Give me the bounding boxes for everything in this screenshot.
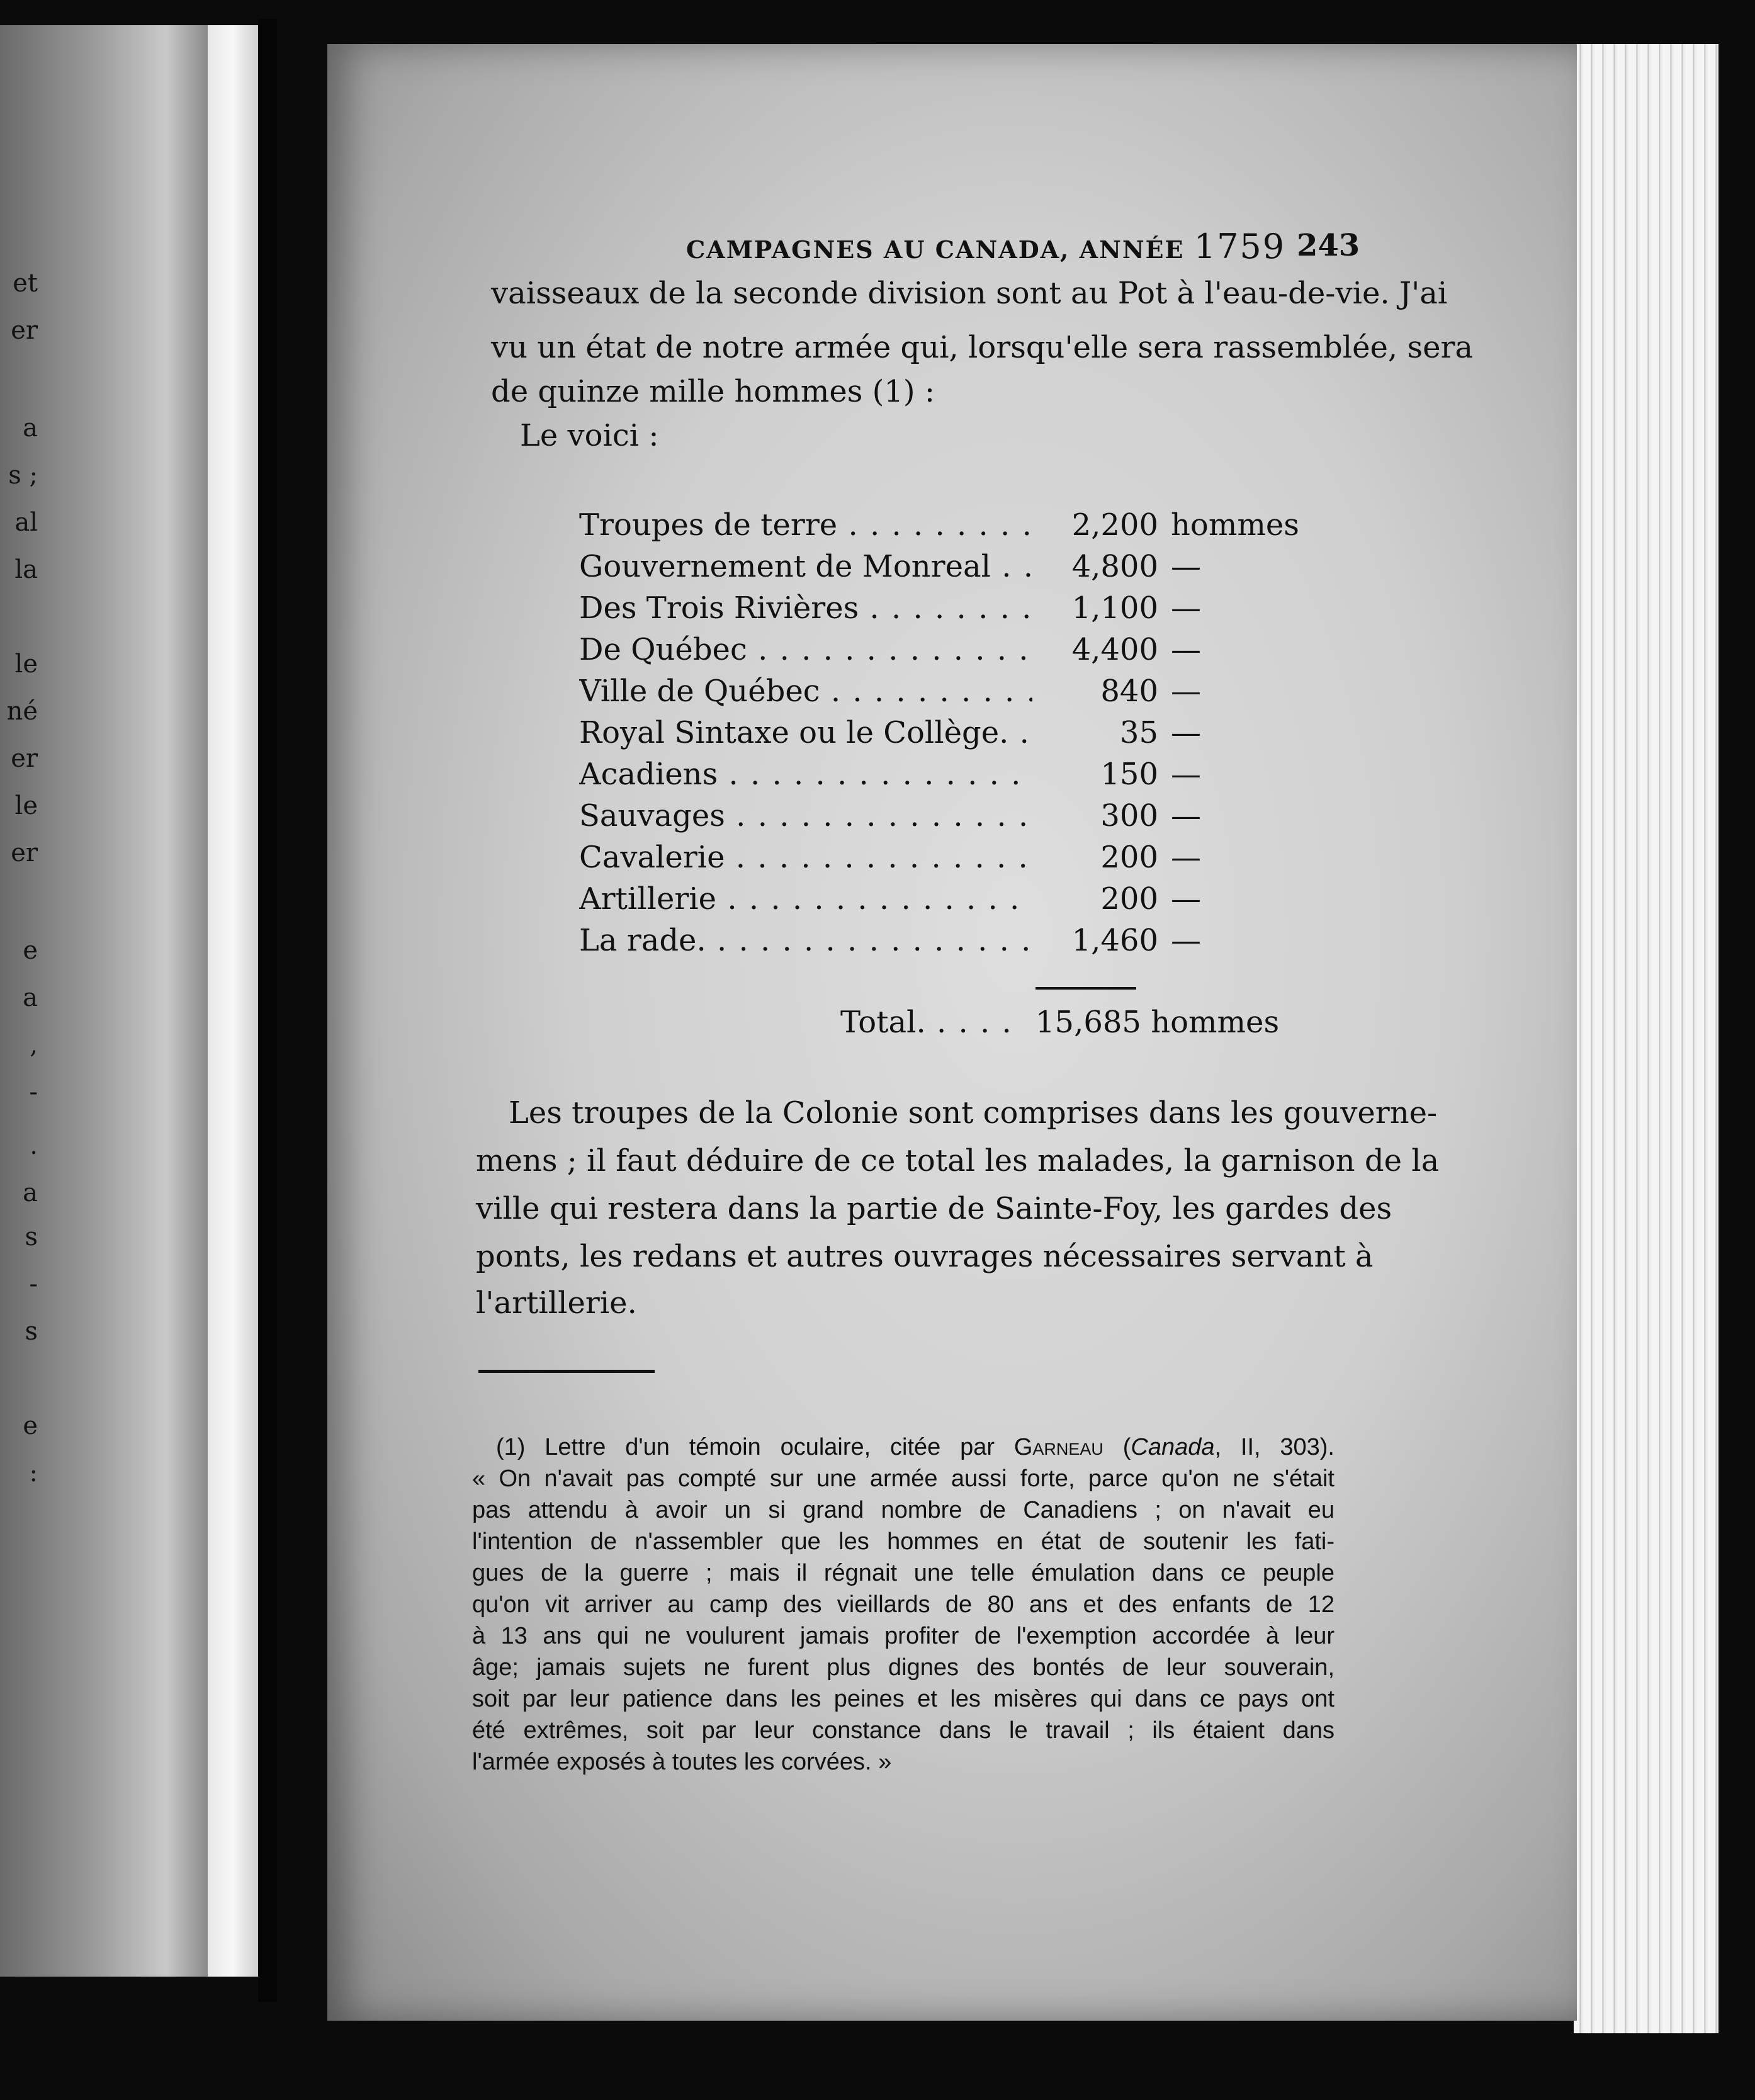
running-head-text: CAMPAGNES AU CANADA, ANNÉE <box>686 235 1185 264</box>
running-head-year: 1759 <box>1194 227 1286 266</box>
facing-fragment: s ; <box>8 461 38 490</box>
table-row <box>579 840 1259 878</box>
row-value: 4,800 <box>1071 549 1158 584</box>
paragraph-line: mens ; il faut déduire de ce total les malades, la garnison de la <box>476 1143 1440 1178</box>
facing-fragment: e <box>23 1411 38 1440</box>
footnote-line: âge; jamais sujets ne furent plus dignes des bontés de leur souverain, <box>472 1654 1335 1681</box>
total-rule <box>1036 987 1136 990</box>
table-row <box>579 757 1259 794</box>
row-unit: hommes <box>1171 507 1299 543</box>
page-number: 243 <box>1297 228 1360 263</box>
row-label: Ville de Québec . . . <box>579 674 1032 709</box>
total-value: 15,685 hommes <box>1036 1005 1280 1040</box>
facing-fragment: : <box>29 1459 38 1488</box>
footnote-line: l'armée exposés à toutes les corvées. » <box>472 1749 892 1775</box>
table-row <box>579 881 1259 919</box>
paragraph-line: ville qui restera dans la partie de Sainte-Foy, les gardes des <box>476 1191 1392 1226</box>
row-label: Gouvernement de Monreal . . . <box>579 549 1032 584</box>
intro-line: vaisseaux de la seconde division sont au Pot à l'eau-de-vie. J'ai <box>491 276 1448 311</box>
row-value: 300 <box>1100 798 1158 833</box>
row-unit: — <box>1171 549 1201 584</box>
row-label: Cavalerie . . . <box>579 840 1032 875</box>
facing-fragment: er <box>11 744 38 773</box>
row-unit: — <box>1171 590 1201 626</box>
facing-fragment: le <box>14 791 38 820</box>
row-label: Royal Sintaxe ou le Collège. . . . <box>579 715 1032 750</box>
footnote-line: soit par leur patience dans les peines et les misères qui dans ce pays ont <box>472 1686 1335 1712</box>
page-stack-edges <box>1574 44 1718 2033</box>
footnote-source: Canada <box>1131 1434 1215 1460</box>
facing-fragment: al <box>14 508 38 537</box>
row-unit: — <box>1171 632 1201 667</box>
book-gutter <box>258 19 277 2002</box>
footnote-author: Garneau <box>1013 1434 1103 1460</box>
row-label: La rade. . . . <box>579 923 1032 958</box>
facing-fragment: a <box>23 983 38 1012</box>
facing-fragment: er <box>11 838 38 867</box>
row-unit: — <box>1171 798 1201 833</box>
row-label: Acadiens . . . <box>579 757 1032 792</box>
facing-fragment: - <box>29 1270 38 1299</box>
facing-fragment: la <box>14 555 38 584</box>
footnote-line: gues de la guerre ; mais il régnait une telle émulation dans ce peuple <box>472 1560 1335 1586</box>
facing-fragment: s <box>25 1222 38 1251</box>
footnote-line: « On n'avait pas compté sur une armée aussi forte, parce qu'on ne s'était <box>472 1465 1335 1492</box>
footnote-line: qu'on vit arriver au camp des vieillards de 80 ans et des enfants de 12 <box>472 1591 1335 1618</box>
intro-line: vu un état de notre armée qui, lorsqu'elle sera rassemblée, sera <box>491 330 1474 365</box>
facing-fragment: a <box>23 414 38 443</box>
row-unit: — <box>1171 674 1201 709</box>
facing-fragment: s <box>25 1317 38 1346</box>
row-unit: — <box>1171 923 1201 958</box>
footnote-line: à 13 ans qui ne voulurent jamais profiter de l'exemption accordée à leur <box>472 1623 1335 1649</box>
row-value: 840 <box>1100 674 1158 709</box>
facing-fragment: né <box>6 697 38 726</box>
table-row <box>579 549 1259 587</box>
row-label: De Québec . . . <box>579 632 1032 667</box>
row-unit: — <box>1171 881 1201 917</box>
row-unit: — <box>1171 757 1201 792</box>
facing-fragment: - <box>29 1078 38 1107</box>
table-row <box>579 715 1259 753</box>
facing-fragment: et <box>13 269 38 298</box>
row-value: 35 <box>1119 715 1158 750</box>
footnote-line: été extrêmes, soit par leur constance dans le travail ; ils étaient dans <box>472 1717 1335 1744</box>
row-label: Troupes de terre . . . <box>579 507 1032 543</box>
row-value: 1,460 <box>1071 923 1158 958</box>
intro-line: de quinze mille hommes (1) : <box>491 374 935 409</box>
row-value: 200 <box>1100 840 1158 875</box>
facing-page-edge <box>208 25 258 1977</box>
row-label: Des Trois Rivières . . . <box>579 590 1032 626</box>
row-unit: — <box>1171 840 1201 875</box>
footnote-line: pas attendu à avoir un si grand nombre de Canadiens ; on n'avait eu <box>472 1497 1335 1523</box>
facing-fragment: er <box>11 316 38 345</box>
row-value: 2,200 <box>1071 507 1158 543</box>
footnote-rule <box>478 1370 655 1373</box>
table-row <box>579 507 1299 545</box>
footnote-line: l'intention de n'assembler que les hommes en état de soutenir les fati- <box>472 1528 1335 1555</box>
paragraph-line: l'artillerie. <box>476 1285 637 1321</box>
table-row <box>579 923 1259 961</box>
facing-fragment: e <box>23 936 38 965</box>
table-row <box>579 632 1259 670</box>
row-label: Sauvages . . . <box>579 798 1032 833</box>
facing-fragment: , <box>30 1030 38 1059</box>
row-value: 4,400 <box>1071 632 1158 667</box>
running-head <box>686 227 1285 266</box>
footnote-line: (1) Lettre d'un témoin oculaire, citée par Garneau (Canada, II, 303). <box>496 1434 1335 1460</box>
facing-fragment: a <box>23 1178 38 1207</box>
intro-line: Le voici : <box>520 418 659 453</box>
row-value: 150 <box>1100 757 1158 792</box>
row-unit: — <box>1171 715 1201 750</box>
table-row <box>579 798 1259 836</box>
table-row <box>579 590 1259 628</box>
paragraph-line: Les troupes de la Colonie sont comprises dans les gouverne- <box>509 1095 1438 1131</box>
total-label: Total. . . . . <box>840 1005 1013 1040</box>
total-row <box>840 1005 1281 1042</box>
table-row <box>579 674 1259 711</box>
paragraph-line: ponts, les redans et autres ouvrages nécessaires servant à <box>476 1239 1374 1274</box>
row-value: 1,100 <box>1071 590 1158 626</box>
facing-fragment: . <box>30 1131 38 1160</box>
row-value: 200 <box>1100 881 1158 917</box>
row-label: Artillerie . . . <box>579 881 1032 917</box>
facing-fragment: le <box>14 650 38 679</box>
